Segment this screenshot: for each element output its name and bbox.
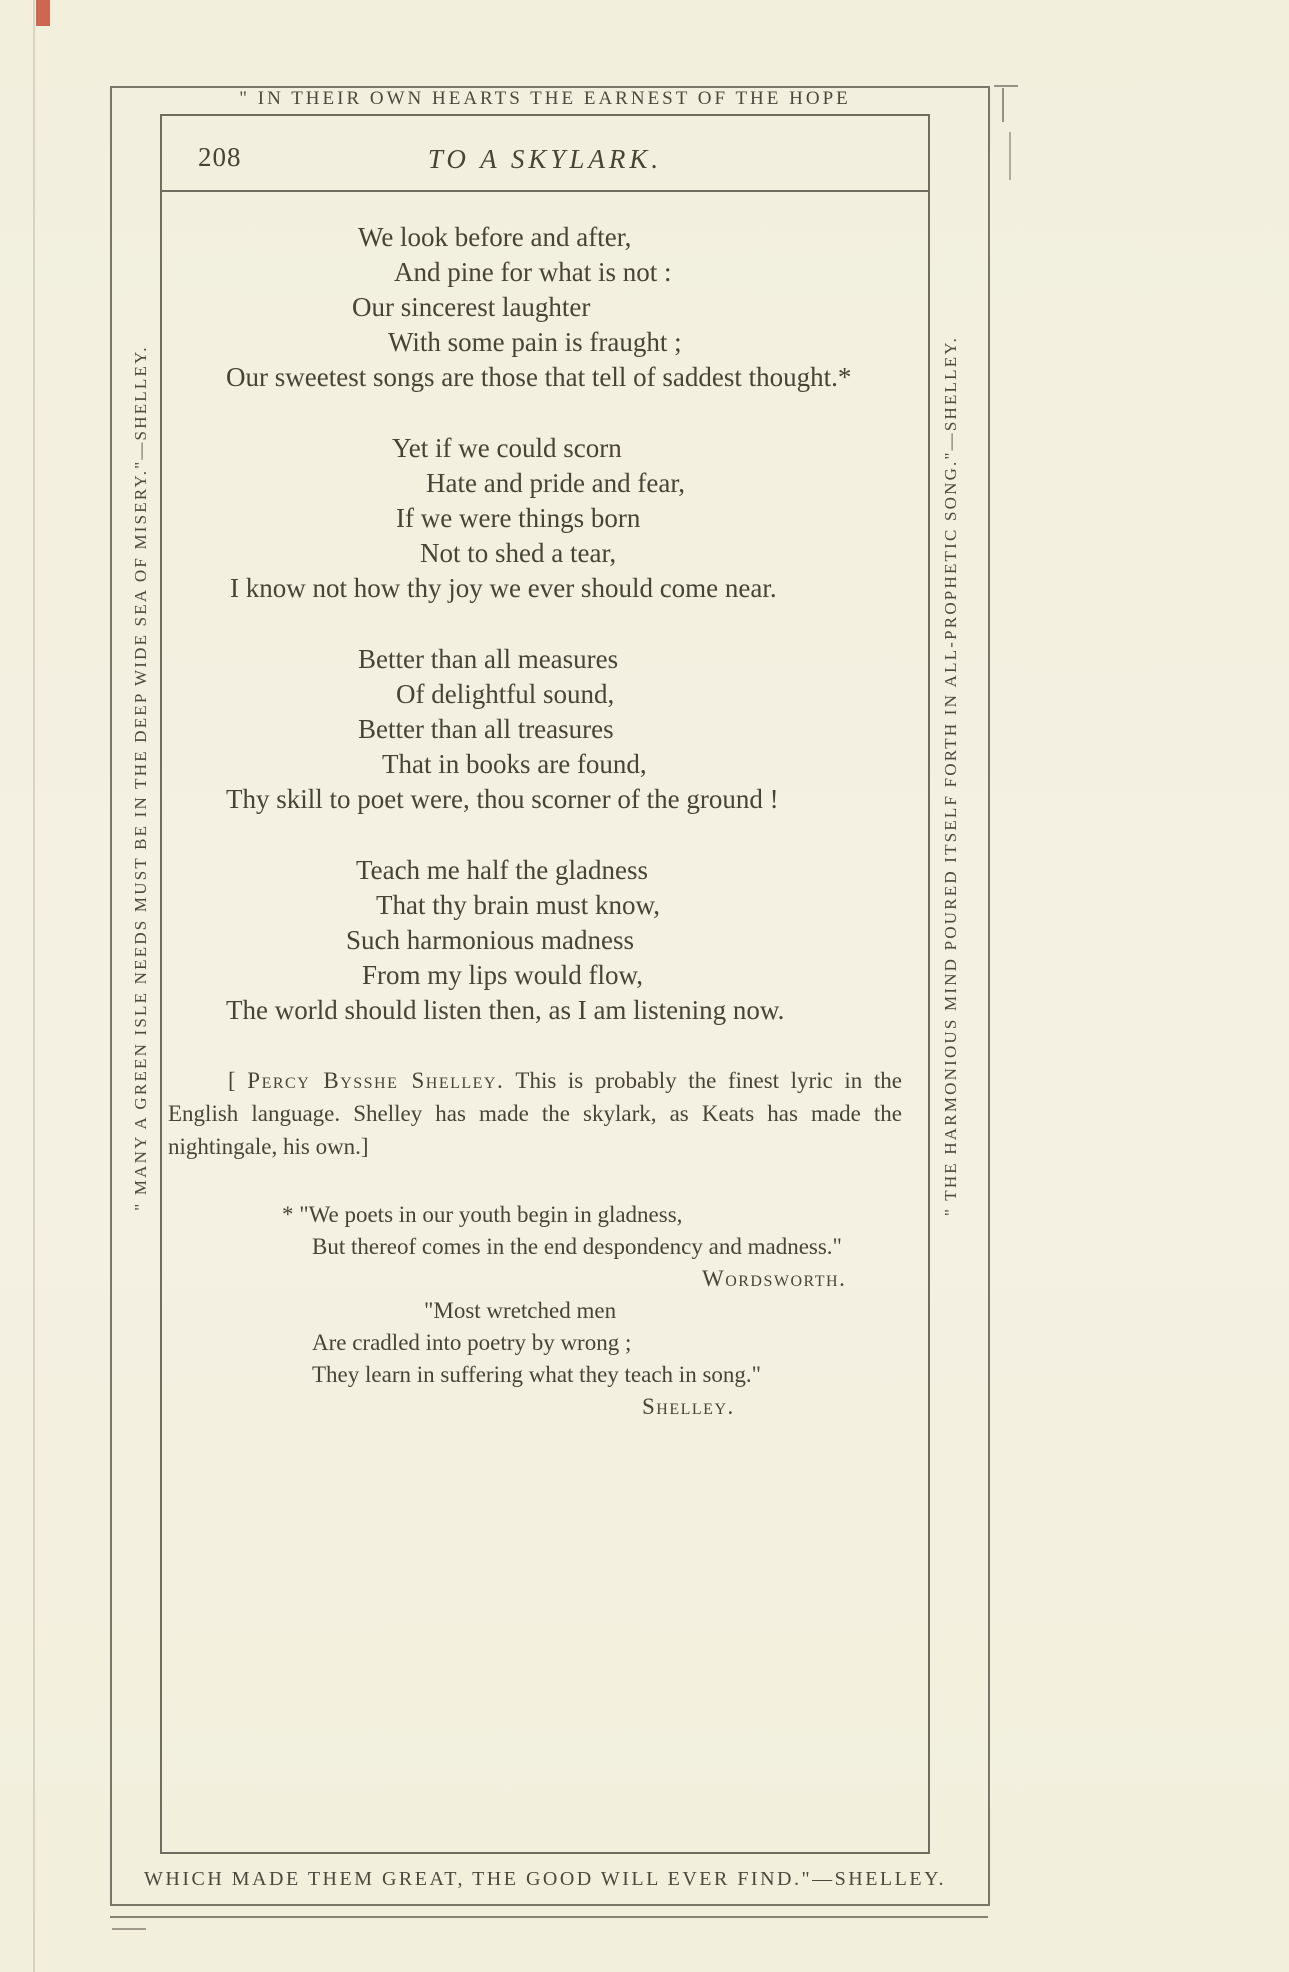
book-edge-shadow <box>33 0 35 1972</box>
scan-artifact-dash <box>112 1928 146 1930</box>
poem-line: That thy brain must know, <box>376 890 660 920</box>
footnote-line: But thereof comes in the end despondency and madness." <box>312 1234 842 1259</box>
editor-note <box>168 1064 902 1163</box>
poem-line: Yet if we could scorn <box>392 433 622 463</box>
poem-line: Hate and pride and fear, <box>426 468 686 498</box>
poem-line: We look before and after, <box>358 222 632 252</box>
footnote-line: * "We poets in our youth begin in gladness, <box>282 1202 683 1227</box>
poem-line: Teach me half the gladness <box>356 855 648 885</box>
right-margin-quote: " THE HARMONIOUS MIND POURED ITSELF FORTH IN ALL-PROPHETIC SONG."—SHELLEY. <box>941 335 960 1217</box>
poem-stanza <box>162 220 928 395</box>
bottom-running-quote: WHICH MADE THEM GREAT, THE GOOD WILL EVER FIND."—SHELLEY. <box>144 1868 946 1890</box>
page-number: 208 <box>198 142 242 172</box>
poem-line: That in books are found, <box>382 749 647 779</box>
editor-note-text: This is probably the finest lyric in the English language. Shelley has made the skylark, as Keats has made the nightingale, his own.] <box>168 1068 902 1159</box>
poem-line: Thy skill to poet were, thou scorner of the ground ! <box>226 784 779 814</box>
poem-line: Better than all treasures <box>358 714 614 744</box>
poem-line: Of delightful sound, <box>396 679 615 709</box>
top-running-quote: " IN THEIR OWN HEARTS THE EARNEST OF THE HOPE <box>239 88 851 109</box>
poem-line: With some pain is fraught ; <box>388 327 682 357</box>
page-title: TO A SKYLARK. <box>427 144 663 174</box>
footnote <box>162 1199 928 1423</box>
poem-line: And pine for what is not : <box>394 257 672 287</box>
footnote-line: "Most wretched men <box>424 1298 617 1323</box>
poem-line: Such harmonious madness <box>346 925 634 955</box>
poem-stanza <box>162 642 928 817</box>
scan-artifact-dash <box>994 85 1018 87</box>
poem-stanza <box>162 431 928 606</box>
poem-line: Not to shed a tear, <box>420 538 617 568</box>
poem-line: Our sincerest laughter <box>352 292 591 322</box>
poem-line: Our sweetest songs are those that tell of saddest thought.* <box>226 362 852 392</box>
poem-line: Better than all measures <box>358 644 619 674</box>
poem-line: The world should listen then, as I am listening now. <box>226 995 785 1025</box>
editor-note-bracket: [ <box>228 1068 248 1093</box>
page-header <box>162 116 928 192</box>
footnote-line: They learn in suffering what they teach in song." <box>312 1362 762 1387</box>
outer-border-bottom-rule <box>110 1916 988 1918</box>
poem-line: If we were things born <box>396 503 641 533</box>
poem-line: From my lips would flow, <box>362 960 644 990</box>
scan-artifact-red <box>36 0 50 26</box>
left-margin-quote: " MANY A GREEN ISLE NEEDS MUST BE IN THE DEEP WIDE SEA OF MISERY."—SHELLEY. <box>131 345 150 1211</box>
scan-artifact-tick <box>1009 132 1011 180</box>
poem-line: I know not how thy joy we ever should come near. <box>230 573 777 603</box>
footnote-line: Are cradled into poetry by wrong ; <box>312 1330 632 1355</box>
footnote-attribution: Wordsworth. <box>702 1266 847 1291</box>
editor-note-author: Percy Bysshe Shelley. <box>247 1068 505 1093</box>
scan-artifact-tick <box>1002 88 1004 122</box>
poem <box>162 192 928 1028</box>
page-body <box>160 114 930 1854</box>
poem-stanza <box>162 853 928 1028</box>
footnote-attribution: Shelley. <box>642 1394 735 1419</box>
